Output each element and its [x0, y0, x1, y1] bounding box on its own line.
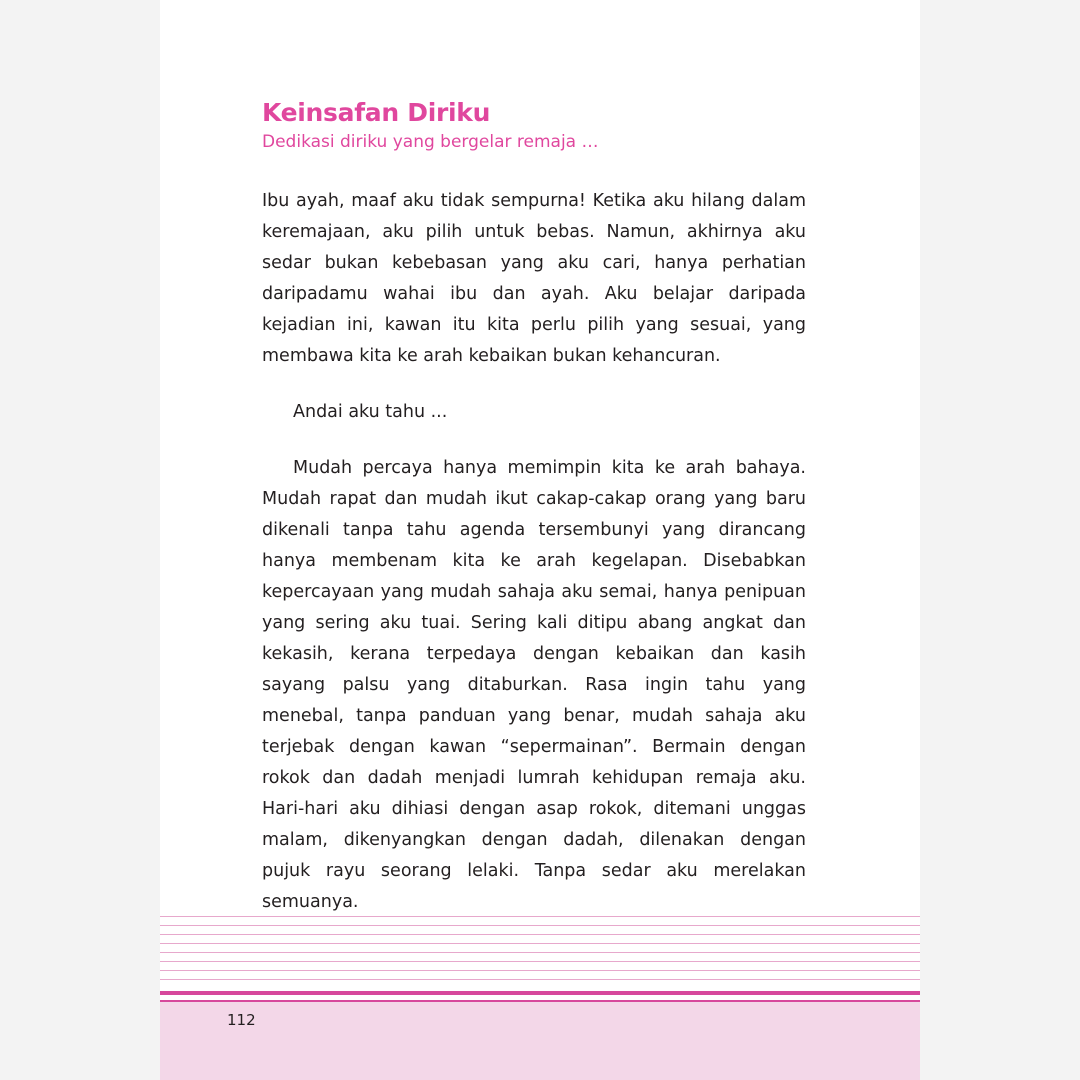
- paragraph-1: Ibu ayah, maaf aku tidak sempurna! Ketika aku hilang dalam keremajaan, aku pilih untuk bebas. Namun, akhirnya aku sedar bukan kebebasan yang aku cari, hanya perhatian daripadamu wahai ibu dan ayah. Aku belajar daripada kejadian ini, kawan itu kita perlu pilih yang sesuai, yang membawa kita ke arah kebaikan bukan kehancuran.: [262, 191, 806, 366]
- stripe-line: [160, 979, 920, 980]
- paragraph-2: Andai aku tahu ...: [293, 402, 448, 422]
- chapter-subtitle: Dedikasi diriku yang bergelar remaja …: [262, 132, 599, 152]
- stripe-line: [160, 961, 920, 962]
- stripe-line: [160, 925, 920, 926]
- paragraph-3: Mudah percaya hanya memimpin kita ke arah bahaya. Mudah rapat dan mudah ikut cakap-cakap orang yang baru dikenali tanpa tahu agenda tersembunyi yang dirancang hanya membenam kita ke arah kegelapan. Disebabkan kepercayaan yang mudah sahaja aku semai, hanya penipuan yang sering aku tuai. Sering kali ditipu abang angkat dan kekasih, kerana terpedaya dengan kebaikan dan kasih sayang palsu yang ditaburkan. Rasa ingin tahu yang menebal, tanpa panduan yang benar, mudah sahaja aku terjebak dengan kawan “sepermainan”. Bermain dengan rokok dan dadah menjadi lumrah kehidupan remaja aku. Hari-hari aku dihiasi dengan asap rokok, ditemani unggas malam, dikenyangkan dengan dadah, dilenakan dengan pujuk rayu seorang lelaki. Tanpa sedar aku merelakan semuanya.: [262, 458, 806, 912]
- chapter-title: Keinsafan Diriku: [262, 98, 491, 127]
- body-text: [262, 186, 806, 943]
- stripe-line: [160, 916, 920, 917]
- stripe-line: [160, 943, 920, 944]
- book-page: [160, 0, 920, 1080]
- page-footer: [160, 1000, 920, 1080]
- stripe-line: [160, 952, 920, 953]
- stripe-line: [160, 934, 920, 935]
- page-number: 112: [227, 1011, 256, 1029]
- decorative-stripes: [160, 914, 920, 994]
- footer-band: [160, 991, 920, 995]
- stripe-line: [160, 970, 920, 971]
- footer-band-thin: [160, 1000, 920, 1002]
